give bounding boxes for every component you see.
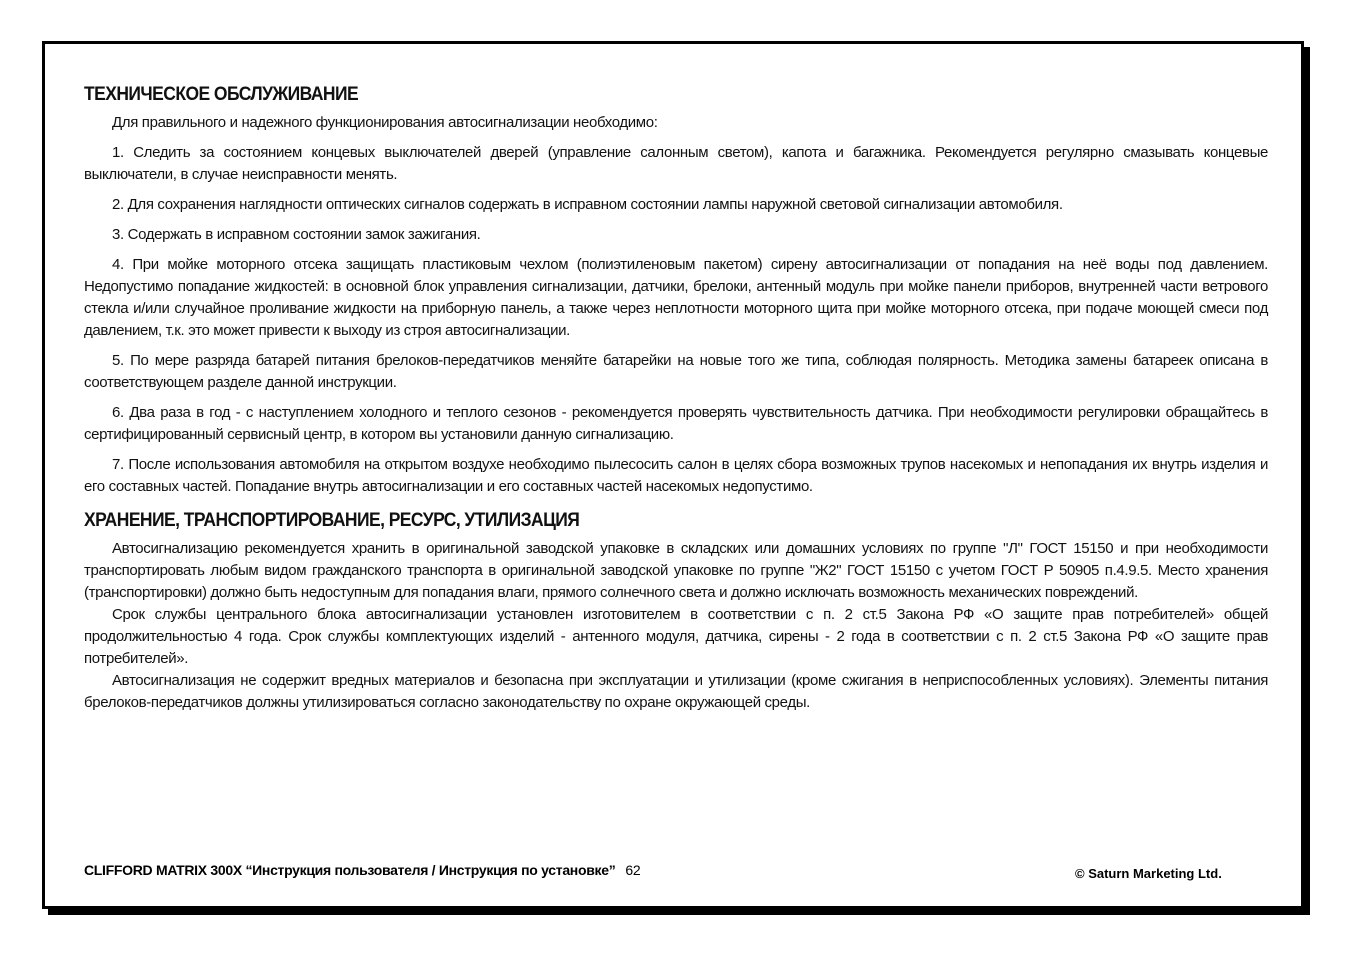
footer-doc-title (84, 862, 640, 878)
page-frame (42, 41, 1304, 909)
paragraph: Автосигнализация не содержит вредных материалов и безопасна при эксплуатации и утилизации (кроме сжигания в неприспособленных условиях). Элементы питания брелоков-передатчиков должны утилизироваться согласно законодательству по охране окружающей среды. (84, 672, 1268, 711)
footer-copyright: © Saturn Marketing Ltd. (1075, 866, 1222, 881)
page-number: 62 (625, 862, 641, 878)
paragraph: 3. Содержать в исправном состоянии замок зажигания. (112, 226, 481, 243)
paragraph: 5. По мере разряда батарей питания брелоков-передатчиков меняйте батарейки на новые того же типа, соблюдая полярность. Методика замены батареек описана в соответствующем разделе данной инструкции. (84, 352, 1268, 391)
paragraph: 7. После использования автомобиля на открытом воздухе необходимо пылесосить салон в целях сбора возможных трупов насекомых и непопадания их внутрь изделия и его составных частей. Попадание внутрь автосигнализации и его составных частей насекомых недопустимо. (84, 456, 1268, 495)
paragraph: 4. При мойке моторного отсека защищать пластиковым чехлом (полиэтиленовым пакетом) сирену автосигнализации от попадания на неё воды под давлением. Недопустимо попадание жидкостей: в основной блок управления сигнализации, датчики, брелоки, антенный модуль при мойке панели приборов, внутренней части ветрового стекла и/или случайное проливание жидкости на приборную панель, а также через неплотности моторного щита при мойке моторного отсека, при подаче моющей смеси под давлением, т.к. это может привести к выходу из строя автосигнализации. (84, 256, 1268, 339)
footer-title-text: CLIFFORD MATRIX 300X “Инструкция пользователя / Инструкция по установке” (84, 862, 616, 878)
paragraph: 2. Для сохранения наглядности оптических сигналов содержать в исправном состоянии лампы наружной световой сигнализации автомобиля. (112, 196, 1063, 213)
section-title-storage: ХРАНЕНИЕ, ТРАНСПОРТИРОВАНИЕ, РЕСУРС, УТИЛИЗАЦИЯ (84, 510, 580, 531)
paragraph: 1. Следить за состоянием концевых выключателей дверей (управление салонным светом), капота и багажника. Рекомендуется регулярно смазывать концевые выключатели, в случае неисправности менять. (84, 144, 1268, 183)
paragraph: Автосигнализацию рекомендуется хранить в оригинальной заводской упаковке в складских или домашних условиях по группе "Л" ГОСТ 15150 и при необходимости транспортировать любым видом гражданского транспорта в оригинальной заводской упаковке по группе "Ж2" ГОСТ 15150 с учетом ГОСТ Р 50905 п.4.9.5. Место хранения (транспортировки) должно быть недоступным для попадания влаги, прямого солнечного света и должно исключать возможность механических повреждений. (84, 540, 1268, 601)
page-content (84, 84, 1268, 714)
paragraph: Срок службы центрального блока автосигнализации установлен изготовителем в соответствии с п. 2 ст.5 Закона РФ «О защите прав потребителей» общей продолжительностью 4 года. Срок службы комплектующих изделий - антенного модуля, датчика, сирены - 2 года в соответствии с п. 2 ст.5 Закона РФ «О защите прав потребителей». (84, 606, 1268, 667)
section-title-maintenance: ТЕХНИЧЕСКОЕ ОБСЛУЖИВАНИЕ (84, 84, 359, 105)
section-storage (84, 538, 1268, 714)
paragraph: Для правильного и надежного функционирования автосигнализации необходимо: (112, 114, 658, 131)
section-maintenance (84, 112, 1268, 498)
paragraph: 6. Два раза в год - с наступлением холодного и теплого сезонов - рекомендуется проверять чувствительность датчика. При необходимости регулировки обращайтесь в сертифицированный сервисный центр, в котором вы установили данную сигнализацию. (84, 404, 1268, 443)
